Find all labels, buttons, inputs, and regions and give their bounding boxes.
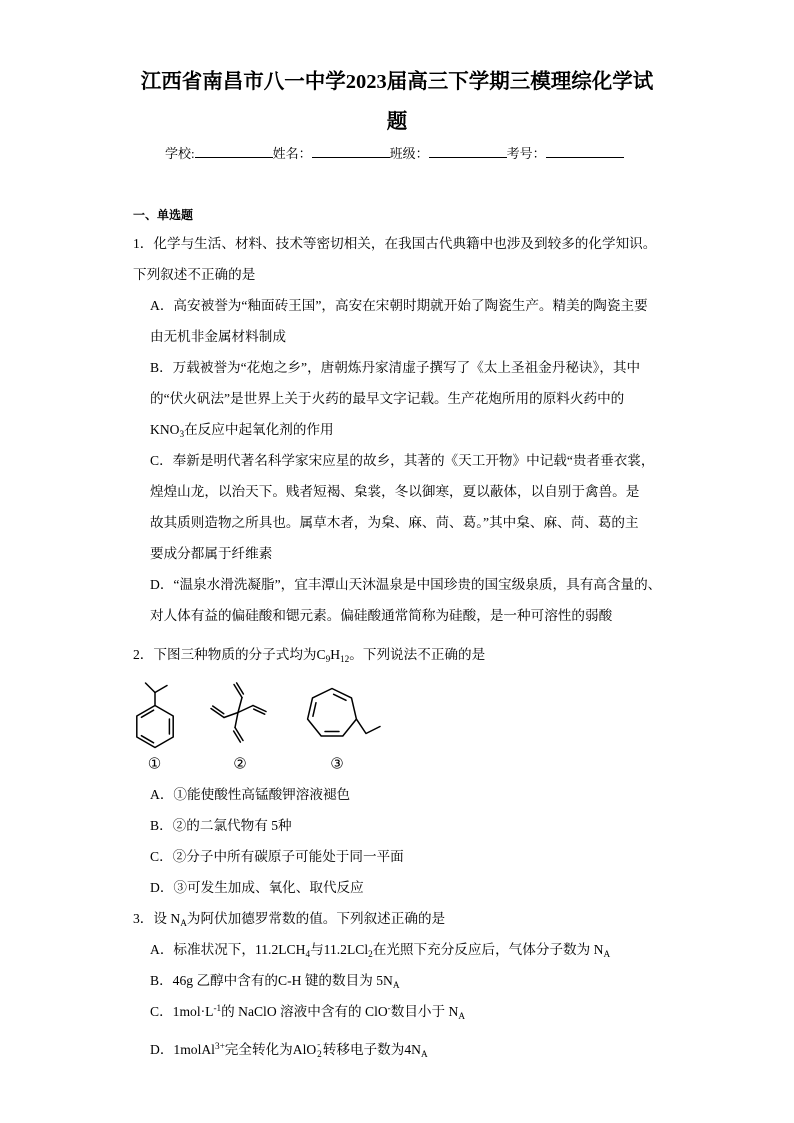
subscript: 12 (340, 653, 350, 664)
structure-3 (308, 688, 380, 736)
student-info-bar (165, 145, 624, 162)
double-bond (234, 731, 241, 742)
question-list (133, 228, 666, 1065)
option-text-line: A．高安被誉为“釉面砖王国”，高安在宋朝时期就开始了陶瓷生产。精美的陶瓷主要 (150, 297, 648, 313)
superscript: 3+ (214, 1040, 225, 1051)
subscript: A (458, 1010, 466, 1021)
question-1-option-d (133, 569, 666, 631)
option-text: B．46g 乙醇中含有的C-H 键的数目为 5N (150, 972, 393, 988)
option-text-line (150, 414, 666, 445)
subscript: 4 (305, 948, 311, 959)
option-text-line: B．万载被誉为“花炮之乡”，唐朝炼丹家清虚子撰写了《太上圣祖金丹秘诀》，其中 (150, 359, 641, 375)
question-stem-line (133, 903, 666, 934)
exam-title-line-1: 江西省南昌市八一中学2023届高三下学期三模理综化学试 (140, 71, 654, 93)
ring-double-bond (141, 710, 153, 717)
question-2-option-c (133, 841, 666, 872)
option-text-line: 要成分都属于纤维素 (150, 545, 273, 561)
question-1 (133, 228, 666, 631)
subscript: A (420, 1048, 428, 1059)
option-text-line (150, 965, 666, 996)
subscript: A (603, 948, 611, 959)
question-stem-line: 1．化学与生活、材料、技术等密切相关，在我国古代典籍中也涉及到较多的化学知识。 (133, 235, 657, 251)
option-text-line: A．①能使酸性高锰酸钾溶液褪色 (150, 786, 351, 802)
double-bond (213, 706, 224, 714)
ring-double-bond (141, 735, 153, 742)
option-text-line: 故其质则造物之所具也。属草木者，为枲、麻、苘、葛。”其中枲、麻、苘、葛的主 (150, 514, 639, 530)
exam-number-label: 考号： (506, 146, 546, 161)
single-bond (224, 712, 238, 717)
superscript: - (317, 1038, 321, 1049)
section-title: 一、单选题 (133, 208, 194, 222)
option-text-line: 煌煌山龙，以治天下。贱者短褐、枲裳，冬以御寒，夏以蔽体，以自别于禽兽。是 (150, 483, 640, 499)
double-bond (237, 682, 244, 693)
option-text: 完全转化为AlO (224, 1041, 317, 1057)
stem-text: 。下列说法不正确的是 (349, 646, 486, 662)
structure-3-label: ③ (330, 754, 344, 772)
seven-membered-ring (308, 688, 357, 736)
superscript: - (387, 1002, 391, 1013)
subscript: 3 (179, 428, 185, 439)
question-2 (133, 639, 666, 903)
subscript: 2 (317, 1048, 322, 1059)
ring-double-bond (313, 702, 316, 716)
single-bond (155, 685, 167, 692)
option-text-line (150, 934, 666, 965)
structure-2 (211, 682, 266, 741)
question-1-option-b (133, 352, 666, 445)
question-stem-line (133, 639, 666, 670)
subscript: A (180, 917, 187, 928)
option-text: 与11.2LCl (310, 941, 369, 957)
ethyl-group (356, 719, 380, 733)
structure-1-label: ① (147, 754, 162, 772)
structural-formulas (133, 670, 666, 779)
school-label: 学校: (165, 146, 195, 161)
option-text: D．1molAl (150, 1041, 215, 1057)
option-text: 在光照下充分反应后，气体分子数为 N (372, 941, 604, 957)
double-bond (253, 705, 266, 711)
question-2-option-d (133, 872, 666, 903)
formula-text: KNO (150, 421, 180, 437)
option-text-line: D．“温泉水滑洗凝脂”，宜丰潭山天沐温泉是中国珍贵的国宝级泉质，具有高含量的、 (150, 576, 662, 592)
name-label: 姓名： (272, 146, 312, 161)
option-text: C．1mol·L (150, 1003, 214, 1019)
stem-text: 为阿伏加德罗常数的值。下列叙述正确的是 (186, 910, 446, 926)
question-3-option-c (133, 996, 666, 1027)
option-text-line: C．②分子中所有碳原子可能处于同一平面 (150, 848, 404, 864)
subscript: 9 (325, 653, 331, 664)
exam-title-line-2: 题 (386, 111, 408, 133)
question-3 (133, 903, 666, 1065)
question-stem-line: 下列叙述不正确的是 (133, 266, 256, 282)
option-text-line (150, 1034, 666, 1065)
single-bond (235, 712, 238, 727)
option-text: 转移电子数为4N (322, 1041, 421, 1057)
benzene-ring (137, 705, 173, 747)
stem-text: 2．下图三种物质的分子式均为C (133, 646, 326, 662)
option-text-line: 的“伏火矾法”是世界上关于火药的最早文字记载。生产花炮所用的原料火药中的 (150, 390, 625, 406)
question-3-option-a (133, 934, 666, 965)
subscript: 2 (368, 948, 373, 959)
option-text-line: B．②的二氯代物有 5种 (150, 817, 292, 833)
option-text-line: 由无机非金属材料制成 (150, 328, 286, 344)
question-3-option-d (133, 1034, 666, 1065)
option-text: A．标准状况下，11.2LCH (150, 941, 306, 957)
class-blank (429, 145, 507, 158)
single-bond (146, 683, 156, 693)
option-text: 的 NaClO 溶液中含有的 ClO (221, 1003, 388, 1019)
exam-number-blank (546, 145, 624, 158)
option-text: 数目小于 N (390, 1003, 459, 1019)
school-blank (195, 145, 273, 158)
question-1-option-c (133, 445, 666, 569)
stem-text: 3．设 N (133, 910, 181, 926)
ring-double-bond (334, 694, 346, 700)
option-text-line: 对人体有益的偏硅酸和锶元素。偏硅酸通常简称为硅酸，是一种可溶性的弱酸 (150, 607, 613, 623)
class-label: 班级： (389, 146, 429, 161)
question-1-option-a (133, 290, 666, 352)
name-blank (312, 145, 390, 158)
question-2-option-b (133, 810, 666, 841)
structure-1 (137, 683, 173, 748)
stem-text: H (330, 646, 341, 662)
structure-2-label: ② (233, 754, 247, 772)
superscript: -1 (213, 1002, 222, 1013)
stacked-sub-superscript (317, 1040, 322, 1059)
question-3-option-b (133, 965, 666, 996)
question-2-option-a (133, 779, 666, 810)
option-text-line: C．奉新是明代著名科学家宋应星的故乡，其著的《天工开物》中记载“贵者垂衣裳， (150, 452, 655, 468)
option-text-line (150, 996, 666, 1027)
subscript: A (392, 979, 400, 990)
option-text-line: D．③可发生加成、氧化、取代反应 (150, 879, 364, 895)
option-text: 在反应中起氧化剂的作用 (184, 421, 334, 437)
